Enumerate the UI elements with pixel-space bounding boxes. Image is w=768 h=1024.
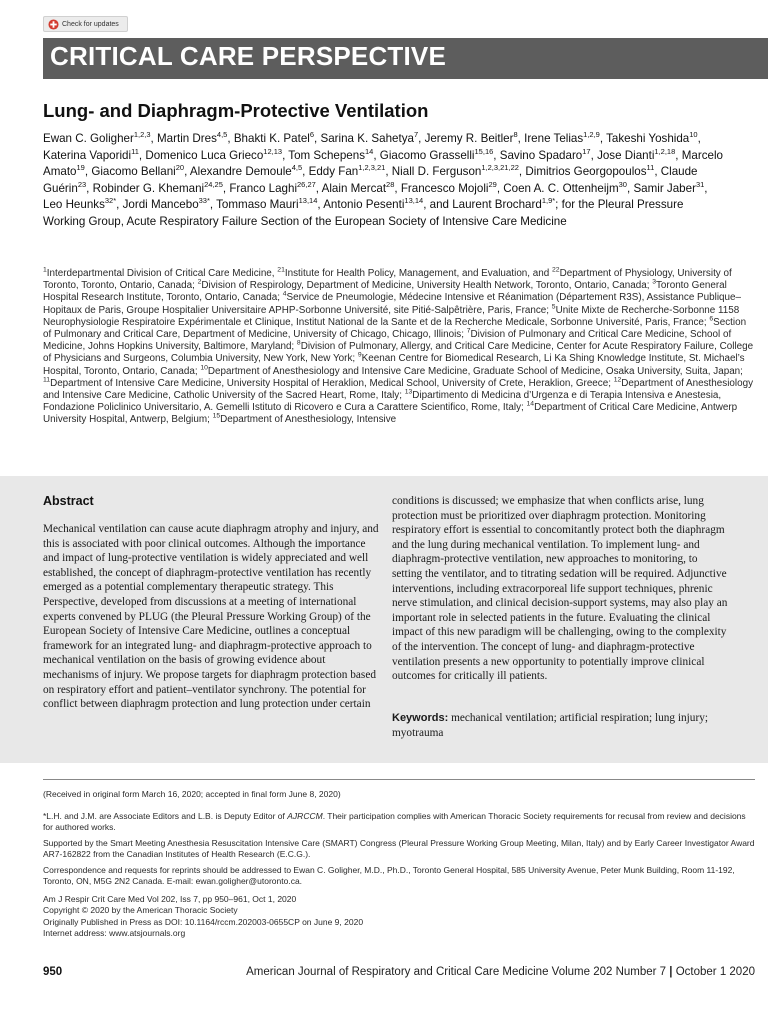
affiliation-number: 12 xyxy=(613,376,622,384)
author-name: Alain Mercat xyxy=(321,181,387,195)
affiliation-text: Service de Pneumologie, Médecine Intensive et Réanimation (Département R3S), Assistance Publique–Hopitaux de Paris, Groupe Hospitalier Universitaire APHP-Sorbonne Université, site Pitié-Salpêtrière, Paris, France; xyxy=(43,292,741,316)
author-name: Franco Laghi xyxy=(229,181,298,195)
author-affiliation-marker: 29 xyxy=(488,179,497,189)
page-number: 950 xyxy=(43,966,63,978)
check-for-updates-label: Check for updates xyxy=(62,20,119,28)
article-title: Lung- and Diaphragm-Protective Ventilation xyxy=(43,100,429,121)
author-name: Domenico Luca Grieco xyxy=(145,148,264,162)
affiliation-text: Department of Anesthesiology and Intensive Care Medicine, Catholic University of the Sacred Heart, Rome, Italy; xyxy=(43,377,754,402)
affiliation-text: Department of Anesthesiology, Intensive xyxy=(220,414,397,426)
author-name: Antonio Pesenti xyxy=(323,198,405,212)
author-affiliation-marker: 11 xyxy=(131,146,139,156)
check-for-updates-badge[interactable] xyxy=(43,16,128,32)
author-list xyxy=(43,131,727,231)
author-name: Sarina K. Sahetya xyxy=(320,132,414,145)
author-affiliation-marker: 26,27 xyxy=(297,179,316,189)
citation: Am J Respir Crit Care Med Vol 202, Iss 7, pp 950–961, Oct 1, 2020 xyxy=(43,894,297,904)
journal-footer xyxy=(246,966,755,978)
affiliation-text: Dipartimento di Medicina d’Urgenza e di Terapia Intensiva e Anestesia, Fondazione Policlinico Universitario, A. Gemelli Istituto di Ricovero e Cura a Carattere Scientifico, Rome, Italy; xyxy=(43,390,722,414)
author-name: Jeremy R. Beitler xyxy=(424,132,514,145)
author-affiliation-marker: 1,2,3,21,22 xyxy=(481,163,519,173)
affiliation-text: Keenan Centre for Biomedical Research, Li Ka Shing Knowledge Institute, St. Michael’s Hospital, Toronto, Ontario, Canada; xyxy=(43,353,745,377)
author-name: Marcelo Amato xyxy=(43,148,723,179)
affiliation-number: 11 xyxy=(43,376,51,384)
editors-note-text: *L.H. and J.M. are Associate Editors and L.B. is Deputy Editor of xyxy=(43,811,288,821)
editors-note xyxy=(43,811,755,834)
author-name: Leo Heunks xyxy=(43,198,105,212)
author-affiliation-marker: 14 xyxy=(365,146,374,156)
author-name: Irene Telias xyxy=(524,132,584,145)
author-name: Jose Dianti xyxy=(597,148,655,162)
author-name: Alexandre Demoule xyxy=(189,165,292,179)
affiliation-text: Institute for Health Policy, Management, and Evaluation, and xyxy=(284,268,553,279)
author-affiliation-marker: 33* xyxy=(198,196,210,206)
keywords xyxy=(392,711,727,740)
affiliation-number: 5 xyxy=(551,303,556,311)
journal-name: American Journal of Respiratory and Critical Care Medicine Volume 202 Number 7 xyxy=(246,966,667,978)
received-note: (Received in original form March 16, 2020; accepted in final form June 8, 2020) xyxy=(43,789,341,799)
author-name: Samir Jaber xyxy=(633,181,696,195)
affiliation-number: 14 xyxy=(526,400,535,408)
author-affiliation-marker: 1,2,9 xyxy=(583,130,600,140)
affiliations xyxy=(43,268,755,427)
affiliation-number: 6 xyxy=(709,315,714,323)
affiliation-number: 3 xyxy=(652,278,656,286)
affiliation-number: 22 xyxy=(552,266,560,274)
author-names: Ewan C. Goligher$^{1,2,3}$, Martin Dres$^{4,5}$, Bhakti K. Patel$^6$, Sarina K. Sahetya$^7$, Jeremy R. Beitler$^8$, Irene Telias$^{1,2,9}$, Takeshi Yoshida$^{10}$, Katerina Vaporidi$^{11}$, Domenico Luca Grieco$^{12,13}$, Tom Schepens$^{14}$, Giacomo Grasselli$^{15,16}$, Savino Spadaro$^{17}$, Jose Dianti$^{1,2,18}$, Marcelo Amato$^{19}$, Giacomo Bellani$^{20}$, Alexandre Demoule$^{4,5}$, Eddy Fan$^{1,2,3,21}$, Niall D. Ferguson$^{1,2,3,21,22}$, Dimitrios Georgopoulos$^{11}$, Claude Guérin$^{23}$, Robinder G. Khemani$^{24,25}$, Franco Laghi$^{26,27}$, Alain Mercat$^{28}$, Francesco Mojoli$^{29}$, Coen A. C. Ottenheijm$^{30}$, Samir Jaber$^{31}$, Leo Heunks$^{32*}$, Jordi Mancebo$^{33*}$, Tommaso Mauri$^{13,14}$, Antonio Pesenti$^{13,14}$, and Laurent Brochard$^{1,9*}$ xyxy=(43,130,723,212)
banner-title: CRITICAL CARE PERSPECTIVE xyxy=(50,41,447,71)
author-name: Robinder G. Khemani xyxy=(92,181,205,195)
author-affiliation-marker: 15,16 xyxy=(474,146,494,156)
keywords-label: Keywords: xyxy=(392,712,449,724)
affiliation-text: Unite Mixte de Recherche-Sorbonne 1158 Neurophysiologie Respiratoire Expérimentale et Clinique, Institut National de la Sante et de la Recherche Medicale, Sorbonne Université, Paris, France; xyxy=(43,304,740,328)
author-affiliation-marker: 30 xyxy=(618,179,627,189)
affiliation-text: Section of Pulmonary and Critical Care, Department of Medicine, University of Chicago, Chicago, Illinois; xyxy=(43,316,747,341)
author-affiliation-marker: 1,9* xyxy=(541,196,556,206)
abstract-text-left: Mechanical ventilation can cause acute diaphragm atrophy and injury, and this is associated with poor clinical outcomes. Although the importance and impact of lung-protective ventilation is widely appreciated and well established, the concept of diaphragm-protective ventilation has recently emerged as a potential complementary therapeutic strategy. This Perspective, developed from discussions at a meeting of international experts convened by PLUG (the Pleural Pressure Working Group) of the European Society of Intensive Care Medicine, outlines a conceptual framework for an integrated lung- and diaphragm-protective approach to mechanical ventilation on the basis of growing evidence about mechanisms of injury. We propose targets for diaphragm protection based on respiratory effort and patient–ventilator synchrony. The potential for conflict between diaphragm protection and lung protection under certain xyxy=(43,523,379,711)
author-name: Ewan C. Goligher xyxy=(43,132,134,145)
author-affiliation-marker: 13,14 xyxy=(404,196,424,206)
author-name: Jordi Mancebo xyxy=(122,198,199,212)
footer-separator: | xyxy=(669,966,673,978)
crossmark-icon xyxy=(48,19,59,30)
author-affiliation-marker: 11 xyxy=(646,163,655,173)
author-name: Coen A. C. Ottenheijm xyxy=(503,181,619,195)
author-name: Giacomo Bellani xyxy=(91,165,176,179)
author-name: Niall D. Ferguson xyxy=(391,165,482,179)
doi: Originally Published in Press as DOI: 10.1164/rccm.202003-0655CP on June 9, 2020 xyxy=(43,916,364,927)
author-name: Tom Schepens xyxy=(288,148,365,162)
author-name: Francesco Mojoli xyxy=(400,181,489,195)
author-affiliation-marker: 13,14 xyxy=(298,196,318,206)
copyright: Copyright © 2020 by the American Thoracic Society xyxy=(43,905,238,916)
author-name: Giacomo Grasselli xyxy=(379,148,475,162)
author-affiliation-marker: 24,25 xyxy=(204,179,223,189)
editors-note-text-end: . Their participation complies with American Thoracic Society requirements for recusal from review and decisions for authored works. xyxy=(43,811,746,833)
affiliation-text: Department of Physiology, University of Toronto, Toronto, Ontario, Canada; xyxy=(43,268,732,292)
affiliation-text: Division of Respirology, Department of Medicine, University Health Network, Toronto, Ontario, Canada; xyxy=(201,280,653,292)
journal-abbrev: AJRCCM xyxy=(287,811,323,821)
affiliation-number: 1 xyxy=(43,266,47,274)
keywords-text: mechanical ventilation; artificial respiration; lung injury; myotrauma xyxy=(392,712,708,739)
author-affiliation-marker: 1,2,3 xyxy=(133,130,151,140)
correspondence-note: Correspondence and requests for reprints should be addressed to Ewan C. Goligher, M.D., Ph.D., Toronto General Hospital, 585 University Avenue, Peter Munk Building, Room 11-192, Toronto, ON, M5G 2N2 Canada. E-mail: ewan.goligher@utoronto.ca. xyxy=(43,865,735,887)
author-affiliation-marker: 20 xyxy=(175,163,185,173)
author-name: Eddy Fan xyxy=(308,165,359,179)
author-name: Martin Dres xyxy=(157,132,217,145)
author-name: Laurent Brochard xyxy=(452,198,542,212)
affiliation-number: 9 xyxy=(357,352,362,360)
citation-block xyxy=(43,894,755,940)
divider xyxy=(43,779,755,780)
author-name: Bhakti K. Patel xyxy=(233,132,310,145)
author-affiliation-marker: 31 xyxy=(695,179,705,189)
author-affiliation-marker: 4,5 xyxy=(291,163,303,173)
affiliation-number: 10 xyxy=(200,364,208,372)
abstract-text-right: conditions is discussed; we emphasize that when conflicts arise, lung protection must be prioritized over diaphragm protection. Monitoring respiratory effort is essential to concomitantly protect both the diaphragm and the lung during mechanical ventilation. To implement lung- and diaphragm-protective ventilation, new approaches to monitoring, to setting the ventilator, and to titrating sedation will be required. Adjunctive interventions, including extracorporeal life support techniques, phrenic nerve stimulation, and clinical decision-support systems, may also play an important role in selected patients in the future. Evaluating the clinical impact of this new paradigm will be challenging, owing to the complexity of the intervention. The concept of lung- and diaphragm-protective ventilation presents a new opportunity to potentially improve clinical outcomes for critically ill patients. xyxy=(392,495,728,683)
affiliation-number: 13 xyxy=(404,388,413,396)
author-name: Savino Spadaro xyxy=(499,148,583,162)
author-affiliation-marker: 8 xyxy=(513,130,518,140)
support-note: Supported by the Smart Meeting Anesthesia Resuscitation Intensive Care (SMART) Congress (Pleural Pressure Working Group Meeting, Milan, Italy) and by Early Career Investigator Award AR7-162822 from the Canadian Institutes of Health Research (E.C.G.). xyxy=(43,838,755,860)
author-affiliation-marker: 17 xyxy=(582,146,591,156)
author-name: Claude Guérin xyxy=(43,165,698,195)
author-affiliation-marker: 6 xyxy=(309,130,315,140)
issue-date: October 1 2020 xyxy=(675,966,755,978)
section-banner xyxy=(43,38,768,79)
affiliation-text: Department of Intensive Care Medicine, University Hospital of Heraklion, Medical School, University of Crete, Heraklion, Greece; xyxy=(50,377,614,389)
abstract-heading: Abstract xyxy=(43,494,94,508)
author-affiliation-marker: 28 xyxy=(386,179,395,189)
author-name: Katerina Vaporidi xyxy=(43,148,132,162)
author-name: Tommaso Mauri xyxy=(216,198,299,212)
affiliation-text: Department of Anesthesiology and Intensive Care Medicine, Graduate School of Medicine, Osaka University, Suita, Japan; xyxy=(207,365,743,377)
internet-address: Internet address: www.atsjournals.org xyxy=(43,928,186,939)
affiliation-number: 8 xyxy=(296,339,301,347)
affiliation-text: Division of Pulmonary and Critical Care Medicine, School of Medicine, Johns Hopkins University, Baltimore, Maryland; xyxy=(43,329,732,353)
author-affiliation-marker: 10 xyxy=(689,130,698,140)
affiliation-text: Department of Critical Care Medicine, Antwerp University Hospital, Antwerp, Belgium; xyxy=(43,402,738,426)
author-name: Dimitrios Georgopoulos xyxy=(525,165,647,179)
author-affiliation-marker: 32* xyxy=(104,196,117,206)
affiliation-number: 15 xyxy=(212,413,221,421)
author-affiliation-marker: 12,13 xyxy=(263,146,283,156)
author-affiliation-marker: 1,2,3,21 xyxy=(358,163,386,173)
author-affiliation-marker: 23 xyxy=(77,179,87,189)
author-name: Takeshi Yoshida xyxy=(606,132,690,145)
author-affiliation-marker: 7 xyxy=(413,130,419,140)
affiliation-number: 4 xyxy=(282,291,287,299)
affiliation-number: 2 xyxy=(197,278,202,286)
affiliation-number: 7 xyxy=(466,327,471,335)
author-group-suffix: ; for the Pleural Pressure Working Group, Acute Respiratory Failure Section of the European Society of Intensive Care Medicine xyxy=(43,198,684,228)
author-affiliation-marker: 4,5 xyxy=(216,130,228,140)
affiliation-text: Toronto General Hospital Research Institute, Toronto, Ontario, Canada; xyxy=(43,280,727,304)
affiliation-text: Interdepartmental Division of Critical Care Medicine, xyxy=(46,268,278,279)
author-affiliation-marker: 19 xyxy=(76,163,85,173)
affiliation-text: Division of Pulmonary, Allergy, and Critical Care Medicine, Center for Acute Respiratory Failure, College of Physicians and Surgeons, Columbia University, New York, New York; xyxy=(43,341,754,365)
author-affiliation-marker: 1,2,18 xyxy=(654,146,676,156)
affiliation-number: 21 xyxy=(277,266,285,274)
